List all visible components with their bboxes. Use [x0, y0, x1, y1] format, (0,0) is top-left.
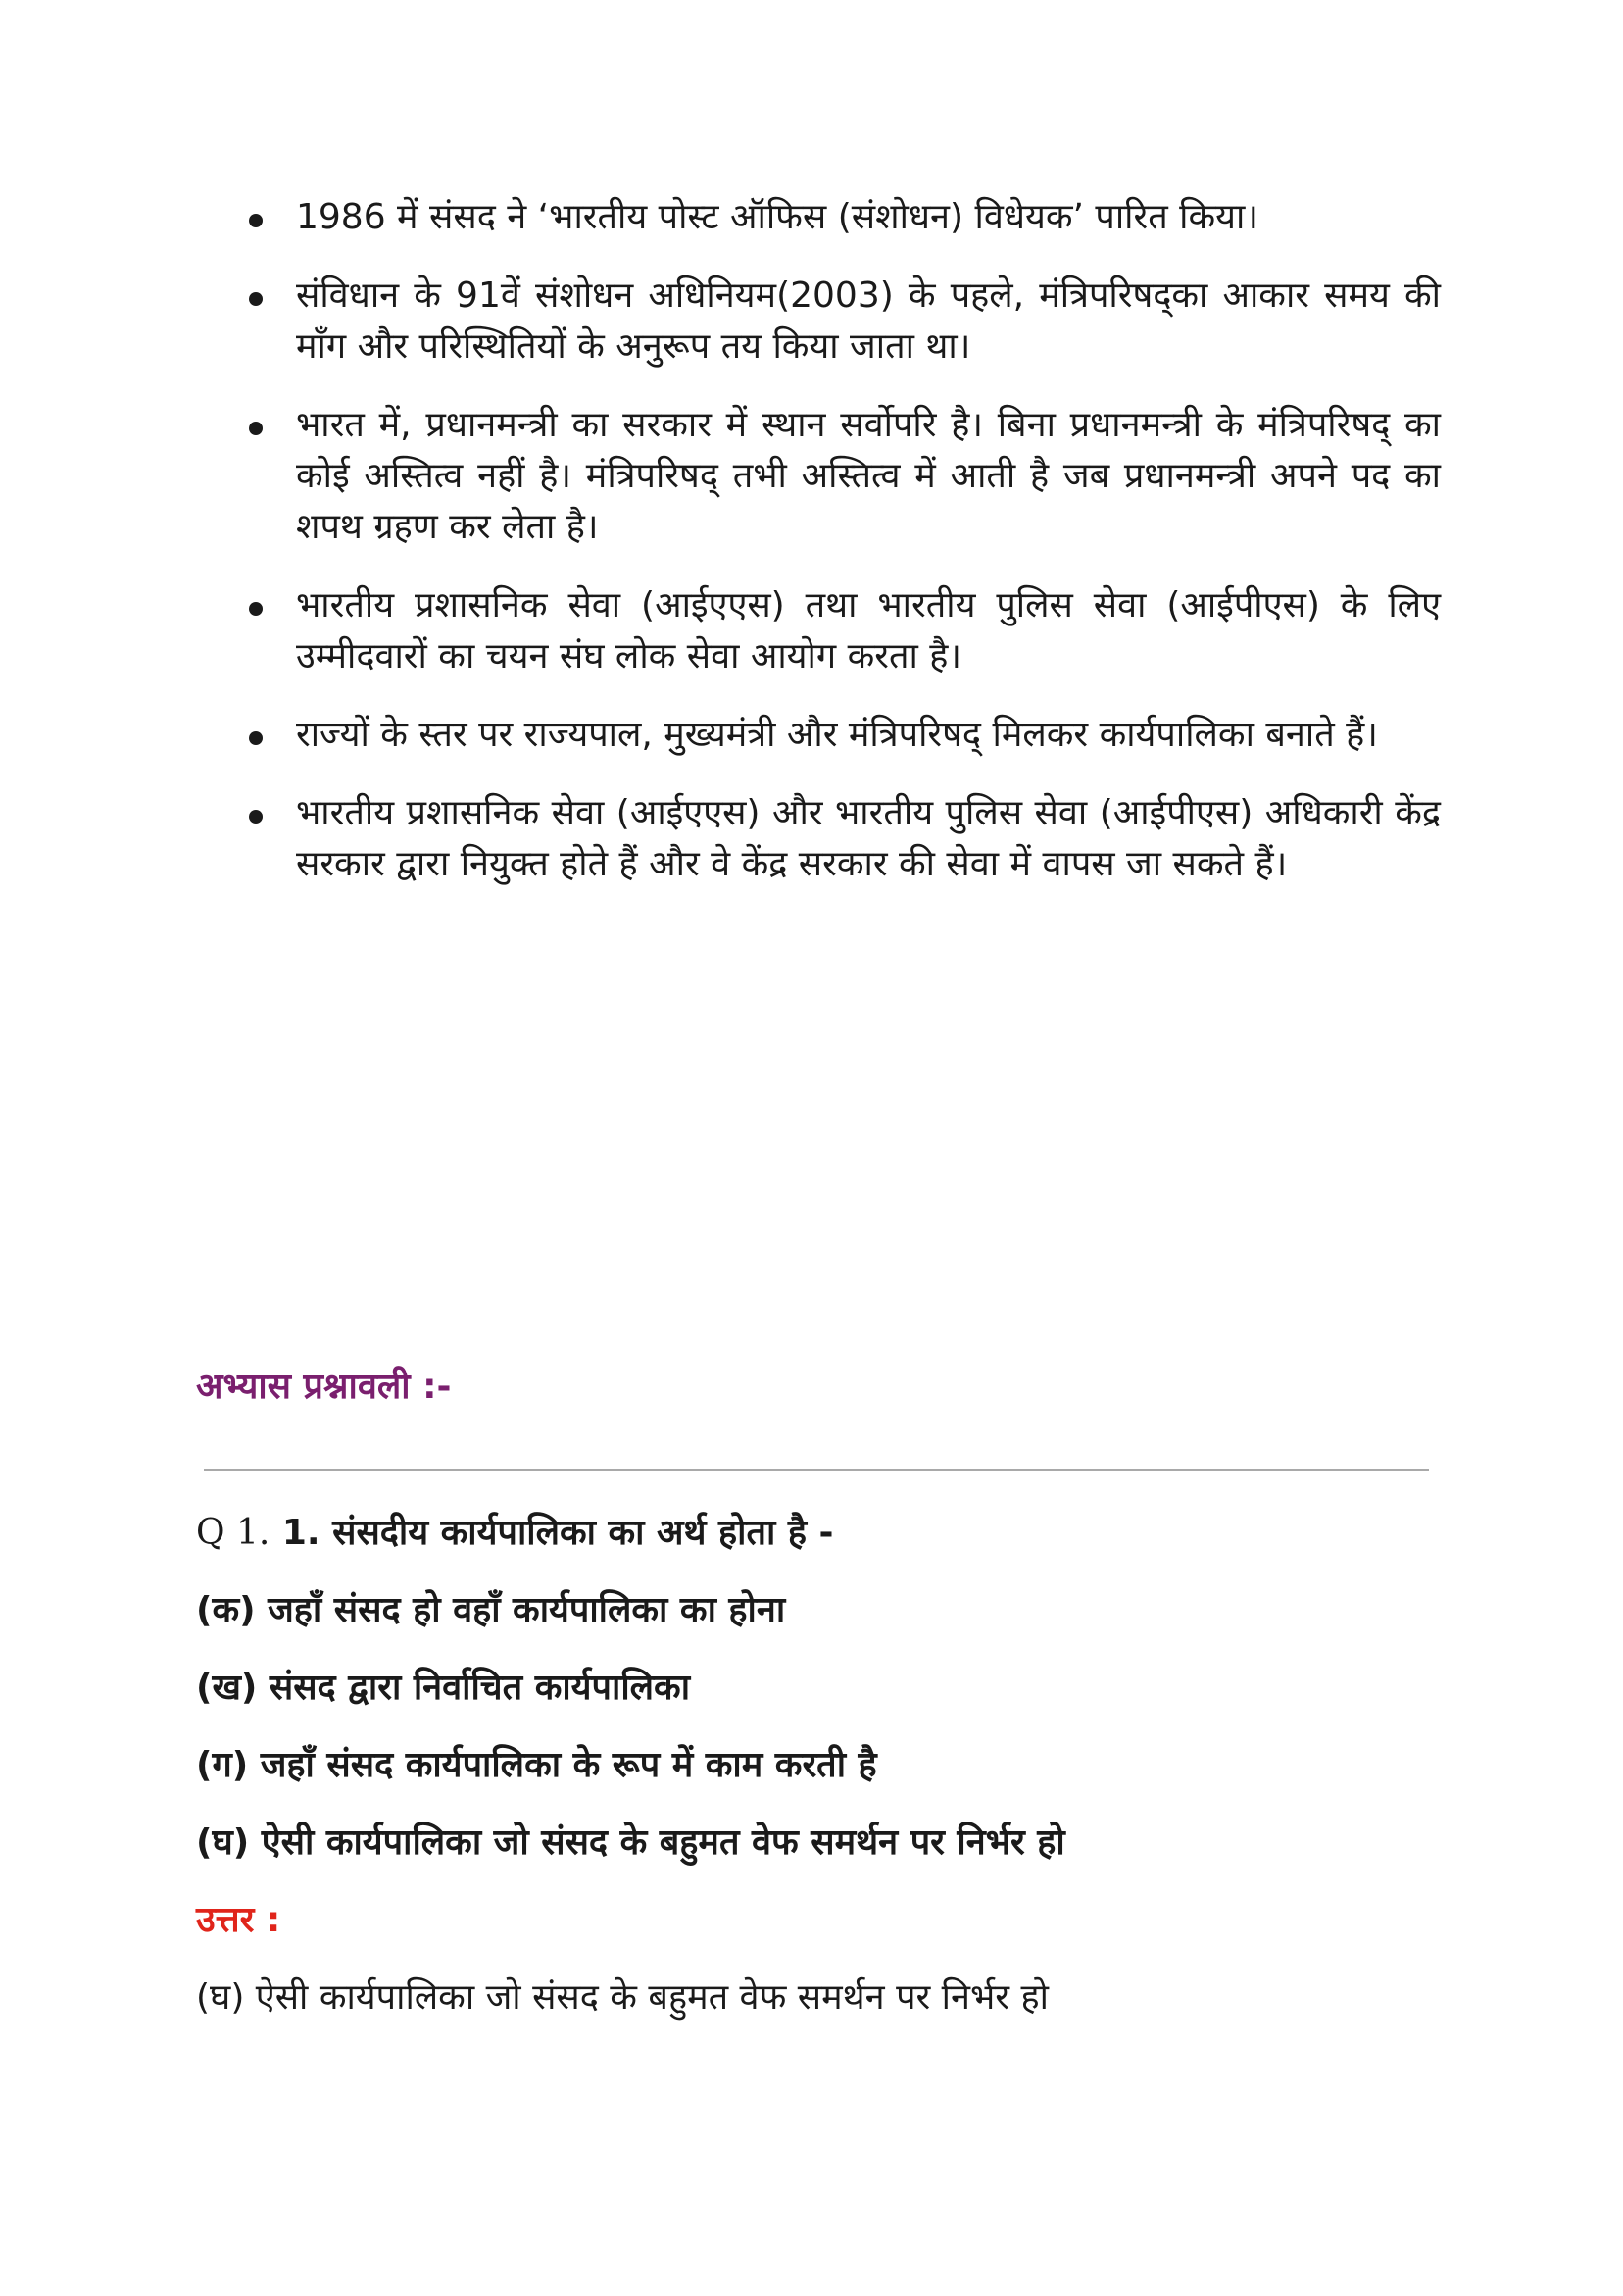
list-item [245, 710, 1441, 761]
bullet-text: भारतीय प्रशासनिक सेवा (आईएएस) तथा भारतीय पुलिस सेवा (आईपीएस) के लिए उम्मीदवारों का चयन संघ लोक सेवा आयोग करता है। [296, 585, 1441, 676]
question-block [196, 1508, 1431, 2050]
list-item [245, 271, 1441, 373]
bullet-icon [249, 602, 263, 616]
list-item [245, 400, 1441, 553]
bullet-text: भारत में, प्रधानमन्त्री का सरकार में स्थान सर्वोपरि है। बिना प्रधानमन्त्री के मंत्रिपरिषद् का कोई अस्तित्व नहीं है। मंत्रिपरिषद् तभी अस्तित्व में आती है जब प्रधानमन्त्री अपने पद का शपथ ग्रहण कर लेता है। [296, 405, 1441, 547]
section-title: अभ्यास प्रश्नावली :- [196, 1367, 452, 1407]
option-b: (ख) संसद द्वारा निर्वाचित कार्यपालिका [196, 1668, 691, 1708]
list-item [245, 192, 1441, 243]
bullet-icon [249, 214, 263, 227]
option-c: (ग) जहाँ संसद कार्यपालिका के रूप में काम करती है [196, 1745, 877, 1785]
option-a: (क) जहाँ संसद हो वहाँ कार्यपालिका का होना [196, 1590, 786, 1630]
list-item [245, 788, 1441, 890]
bullet-icon [249, 731, 263, 745]
answer-text: (घ) ऐसी कार्यपालिका जो संसद के बहुमत वेफ समर्थन पर निर्भर हो [196, 1977, 1049, 2018]
bullet-text: 1986 में संसद ने ‘भारतीय पोस्ट ऑफिस (संशोधन) विधेयक’ पारित किया। [296, 197, 1258, 237]
answer-label: उत्तर : [196, 1900, 281, 1940]
bullet-icon [249, 292, 263, 306]
question [196, 1508, 1431, 1559]
bullet-icon [249, 810, 263, 824]
bullet-text: राज्यों के स्तर पर राज्यपाल, मुख्यमंत्री और मंत्रिपरिषद् मिलकर कार्यपालिका बनाते हैं। [296, 715, 1378, 755]
question-text: 1. संसदीय कार्यपालिका का अर्थ होता है - [281, 1513, 834, 1553]
question-prefix: Q 1. [196, 1513, 270, 1553]
bullet-icon [249, 422, 263, 435]
bullet-text: संविधान के 91वें संशोधन अधिनियम(2003) के पहले, मंत्रिपरिषद्का आकार समय की माँग और परिस्थितियों के अनुरूप तय किया जाता था। [296, 275, 1441, 367]
bullet-text: भारतीय प्रशासनिक सेवा (आईएएस) और भारतीय पुलिस सेवा (आईपीएस) अधिकारी केंद्र सरकार द्वारा नियुक्त होते हैं और वे केंद्र सरकार की सेवा में वापस जा सकते हैं। [296, 793, 1441, 884]
bullet-list [245, 192, 1441, 918]
divider [204, 1469, 1429, 1471]
option-d: (घ) ऐसी कार्यपालिका जो संसद के बहुमत वेफ समर्थन पर निर्भर हो [196, 1822, 1065, 1863]
list-item [245, 580, 1441, 682]
